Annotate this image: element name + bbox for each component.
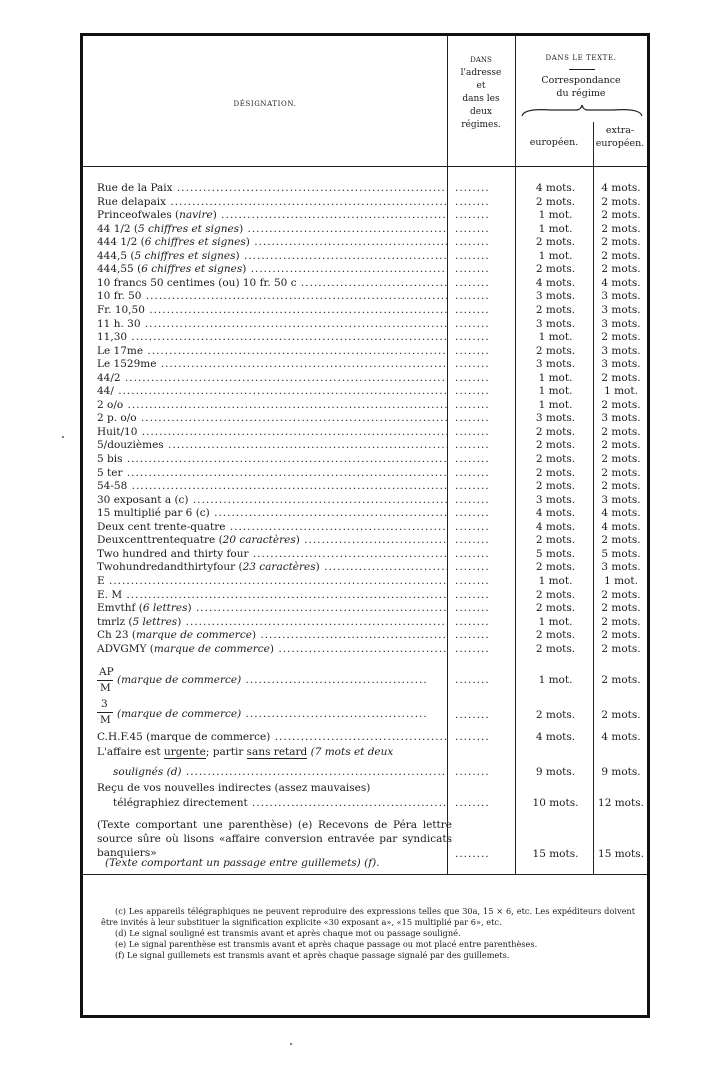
table-row: [83, 467, 647, 480]
table-row: [83, 223, 647, 236]
table-frame: [80, 33, 650, 1018]
designation-cell: 30 exposant a (c) .....: [97, 494, 447, 507]
table-row: [83, 534, 647, 547]
table-row: [83, 358, 647, 371]
designation-cell: Le 1529me .....: [97, 358, 447, 371]
address-cell: ........: [455, 615, 490, 628]
extra-europeen-cell: 2 mots.: [601, 602, 641, 615]
header-europeen: européen.: [529, 137, 579, 148]
europeen-cell: 2 mots.: [535, 588, 576, 601]
extra-europeen-cell: 2 mots.: [601, 629, 641, 642]
europeen-cell: 1 mot.: [538, 385, 573, 398]
header-rule: [83, 166, 647, 167]
extra-europeen-cell: 2 mots.: [601, 453, 641, 465]
extra-europeen-cell: 3 mots.: [601, 344, 641, 357]
table-row: [83, 616, 647, 629]
extra-europeen-cell: 3 mots.: [601, 290, 641, 303]
fraction-label: (marque de commerce) ..........................................: [117, 708, 428, 720]
address-cell: ........: [455, 642, 490, 655]
table-row: [83, 209, 647, 222]
header-correspondance: Correspondance du régime: [541, 75, 621, 99]
designation-cell: 54-58 .....: [97, 480, 447, 493]
designation-cell: 10 francs 50 centimes (ou) 10 fr. 50 c .....: [97, 277, 447, 290]
address-cell: ........: [455, 344, 490, 357]
table-row: [83, 561, 647, 574]
table-row: [83, 412, 647, 425]
europeen-cell: 4 mots.: [535, 507, 576, 520]
europeen-cell: 4 mots.: [535, 520, 576, 533]
address-cell: ........: [455, 303, 490, 316]
europeen-cell: 2 mots.: [535, 453, 576, 465]
extra-europeen-cell: 2 mots.: [601, 466, 641, 479]
extra-europeen-cell: 4 mots.: [601, 276, 641, 289]
header-address: DANS l'adresse et dans les deux régimes.: [460, 56, 502, 130]
europeen-cell: 2 mots.: [535, 534, 576, 547]
table-row: [83, 196, 647, 209]
address-cell: ........: [455, 520, 490, 533]
europeen-cell: 2 mots.: [535, 561, 576, 574]
extra-europeen-cell: 2 mots.: [601, 588, 641, 601]
europeen-cell: 2 mots.: [535, 236, 576, 249]
footnote-c: (c) Les appareils télégraphiques ne peuvent reproduire des expressions telles que 30a, 15 × 6, etc. Les expéditeurs doivent être invités à leur substituer la signification explicite «30 exposant a», «15 multiplié par 6», etc.: [101, 906, 635, 927]
address-cell: ........: [455, 493, 490, 506]
address-cell: ........: [455, 290, 490, 303]
address-cell: ........: [455, 358, 490, 371]
fraction-label: (marque de commerce) ..........................................: [117, 674, 428, 686]
extra-europeen-cell: 2 mots.: [601, 249, 641, 262]
address-cell: ........: [455, 371, 490, 384]
extra-europeen-cell: 3 mots.: [601, 358, 641, 371]
designation-cell: 15 multiplié par 6 (c) .....: [97, 507, 447, 520]
designation-cell: Princeofwales (navire) .....: [97, 209, 447, 222]
address-cell: ........: [455, 317, 490, 330]
table-row: [83, 439, 647, 452]
address-cell: ........: [455, 222, 490, 235]
designation-cell: 444 1/2 (6 chiffres et signes) .....: [97, 236, 447, 249]
print-speck: [62, 436, 64, 438]
table-row: [83, 480, 647, 493]
address-cell: ........: [455, 276, 490, 289]
table-row: [83, 521, 647, 534]
europeen-cell: 3 mots.: [535, 493, 576, 506]
address-cell: ........: [455, 398, 490, 411]
europeen-cell: 3 mots.: [535, 358, 576, 371]
pera-values: ........ 15 mots. 15 mots.: [455, 848, 644, 860]
designation-cell: ADVGMY (marque de commerce) .....: [97, 643, 447, 656]
urgent-line-1: L'affaire est urgente; partir sans retard (7 mots et deux: [97, 746, 394, 758]
header-designation: DÉSIGNATION.: [233, 100, 297, 108]
extra-europeen-cell: 2 mots.: [601, 615, 641, 628]
table-row: [83, 575, 647, 588]
address-cell: ........: [455, 561, 490, 574]
designation-cell: Huit/10 .....: [97, 426, 447, 439]
extra-europeen-cell: 2 mots.: [601, 534, 641, 547]
europeen-cell: 3 mots.: [535, 290, 576, 303]
extra-europeen-cell: 4 mots.: [601, 182, 641, 194]
table-row: [83, 277, 647, 290]
europeen-cell: 1 mot.: [538, 209, 573, 222]
extra-europeen-cell: 3 mots.: [601, 493, 641, 506]
designation-cell: 11 h. 30 .....: [97, 318, 447, 331]
europeen-cell: 3 mots.: [535, 317, 576, 330]
table-row: [83, 236, 647, 249]
europeen-cell: 2 mots.: [535, 263, 576, 276]
europeen-cell: 2 mots.: [535, 480, 576, 493]
fraction-numerator: 3: [101, 698, 108, 710]
table-row: [83, 602, 647, 615]
address-cell: ........: [455, 236, 490, 249]
europeen-cell: 1 mot.: [538, 249, 573, 262]
address-cell: ........: [455, 425, 490, 438]
address-cell: ........: [455, 602, 490, 615]
extra-europeen-cell: 2 mots.: [601, 209, 641, 222]
fraction-row-3-values: ........ 2 mots. 2 mots.: [455, 709, 641, 721]
extra-europeen-cell: 3 mots.: [601, 317, 641, 330]
designation-cell: 5 ter .....: [97, 467, 447, 480]
table-row: [83, 250, 647, 263]
recu-line-1: Reçu de vos nouvelles indirectes (assez mauvaises): [97, 782, 371, 794]
table-row: [83, 385, 647, 398]
extra-europeen-cell: 4 mots.: [601, 520, 641, 533]
address-cell: ........: [455, 480, 490, 493]
table-row: [83, 494, 647, 507]
designation-cell: 11,30 .....: [97, 331, 447, 344]
designation-cell: Fr. 10,50 .....: [97, 304, 447, 317]
table-row: [83, 426, 647, 439]
extra-europeen-cell: 5 mots.: [601, 547, 641, 560]
address-cell: ........: [455, 466, 490, 479]
recu-line-2: télégraphiez directement ..... ........ 10 mots. 12 mots.: [83, 797, 647, 810]
extra-europeen-cell: 2 mots.: [601, 263, 641, 276]
extra-europeen-cell: 2 mots.: [601, 371, 641, 384]
extra-europeen-cell: 2 mots.: [601, 222, 641, 235]
guillemets-line: (Texte comportant un passage entre guillemets) (f).: [105, 857, 380, 869]
table-row: [83, 372, 647, 385]
address-cell: ........: [455, 249, 490, 262]
europeen-cell: 2 mots.: [535, 642, 576, 655]
europeen-cell: 4 mots.: [535, 276, 576, 289]
europeen-cell: 2 mots.: [535, 466, 576, 479]
address-cell: ........: [455, 574, 490, 587]
header-brace: [521, 104, 643, 118]
address-cell: ........: [455, 629, 490, 642]
extra-europeen-cell: 3 mots.: [601, 561, 641, 574]
address-cell: ........: [455, 263, 490, 276]
address-cell: ........: [455, 195, 490, 208]
fraction-row-ap-values: ........ 1 mot. 2 mots.: [455, 674, 641, 686]
table-row: [83, 507, 647, 520]
header-short-rule: [569, 69, 595, 70]
europeen-cell: 4 mots.: [535, 182, 576, 194]
designation-cell: Ch 23 (marque de commerce) .....: [97, 629, 447, 642]
extra-europeen-cell: 2 mots.: [601, 331, 641, 344]
urgent-line-2: soulignés (d) ..... ........ 9 mots. 9 mots.: [83, 766, 647, 779]
table-row: [83, 548, 647, 561]
fraction-denominator: M: [100, 714, 111, 726]
table-row: [83, 304, 647, 317]
extra-europeen-cell: 2 mots.: [601, 480, 641, 493]
designation-cell: tmrlz (5 lettres) .....: [97, 616, 447, 629]
designation-cell: Rue delapaix .....: [97, 196, 447, 209]
designation-cell: 2 o/o .....: [97, 399, 447, 412]
table-row: [83, 182, 647, 195]
table-row: [83, 643, 647, 656]
table-row: [83, 399, 647, 412]
fraction-denominator: M: [100, 682, 111, 694]
designation-cell: E. M .....: [97, 589, 447, 602]
europeen-cell: 2 mots.: [535, 344, 576, 357]
table-row-chf: C.H.F.45 (marque de commerce) ..... ........ 4 mots. 4 mots.: [83, 731, 647, 744]
address-cell: ........: [455, 209, 490, 222]
europeen-cell: 2 mots.: [535, 303, 576, 316]
address-cell: ........: [455, 453, 490, 465]
extra-europeen-cell: 3 mots.: [601, 303, 641, 316]
address-cell: ........: [455, 507, 490, 520]
designation-cell: Two hundred and thirty four .....: [97, 548, 447, 561]
extra-europeen-cell: 1 mot.: [604, 385, 638, 398]
footnotes: [101, 906, 635, 961]
designation-cell: 5/douzièmes .....: [97, 439, 447, 452]
address-cell: ........: [455, 439, 490, 452]
designation-cell: 2 p. o/o .....: [97, 412, 447, 425]
extra-europeen-cell: 1 mot.: [604, 574, 638, 587]
europeen-cell: 2 mots.: [535, 195, 576, 208]
designation-cell: Deuxcenttrentequatre (20 caractères) .....: [97, 534, 447, 547]
europeen-cell: 5 mots.: [535, 547, 576, 560]
table-row: [83, 629, 647, 642]
notes-rule: [83, 874, 647, 875]
extra-europeen-cell: 4 mots.: [601, 507, 641, 520]
designation-cell: Emvthf (6 lettres) .....: [97, 602, 447, 615]
europeen-cell: 2 mots.: [535, 602, 576, 615]
header-text-title: DANS LE TEXTE.: [545, 54, 617, 62]
table-row: [83, 589, 647, 602]
fraction-numerator: AP: [99, 666, 114, 678]
table-row: [83, 331, 647, 344]
designation-cell: 44/ .....: [97, 385, 447, 398]
footnote-d: (d) Le signal souligné est transmis avant et après chaque mot ou passage souligné.: [115, 928, 461, 938]
footnote-f: (f) Le signal guillemets est transmis avant et après chaque passage signalé par des guillemets.: [115, 950, 510, 960]
europeen-cell: 2 mots.: [535, 439, 576, 452]
table-row: [83, 318, 647, 331]
designation-cell: 444,5 (5 chiffres et signes) .....: [97, 250, 447, 263]
designation-cell: 5 bis .....: [97, 453, 447, 466]
extra-europeen-cell: 2 mots.: [601, 398, 641, 411]
europeen-cell: 1 mot.: [538, 615, 573, 628]
europeen-cell: 1 mot.: [538, 574, 573, 587]
print-speck: [290, 1043, 292, 1045]
designation-cell: Le 17me .....: [97, 345, 447, 358]
table-row: [83, 290, 647, 303]
extra-europeen-cell: 2 mots.: [601, 642, 641, 655]
designation-cell: 44/2 .....: [97, 372, 447, 385]
table-row: [83, 263, 647, 276]
europeen-cell: 3 mots.: [535, 412, 576, 425]
designation-cell: 44 1/2 (5 chiffres et signes) .....: [97, 223, 447, 236]
europeen-cell: 1 mot.: [538, 371, 573, 384]
europeen-cell: 2 mots.: [535, 425, 576, 438]
address-cell: ........: [455, 412, 490, 425]
address-cell: ........: [455, 588, 490, 601]
europeen-cell: 1 mot.: [538, 331, 573, 344]
extra-europeen-cell: 2 mots.: [601, 425, 641, 438]
designation-cell: Rue de la Paix .....: [97, 182, 447, 195]
address-cell: ........: [455, 547, 490, 560]
header-extra: extra- européen.: [595, 125, 645, 149]
address-cell: ........: [455, 534, 490, 547]
address-cell: ........: [455, 182, 490, 194]
extra-europeen-cell: 2 mots.: [601, 195, 641, 208]
extra-europeen-cell: 2 mots.: [601, 236, 641, 249]
designation-cell: Deux cent trente-quatre .....: [97, 521, 447, 534]
designation-cell: 10 fr. 50 .....: [97, 290, 447, 303]
footnote-e: (e) Le signal parenthèse est transmis avant et après chaque passage ou mot placé entre parenthèses.: [115, 939, 538, 949]
address-cell: ........: [455, 331, 490, 344]
designation-cell: Twohundredandthirtyfour (23 caractères) .....: [97, 561, 447, 574]
europeen-cell: 2 mots.: [535, 629, 576, 642]
address-cell: ........: [455, 385, 490, 398]
europeen-cell: 1 mot.: [538, 398, 573, 411]
table-row: [83, 345, 647, 358]
extra-europeen-cell: 3 mots.: [601, 412, 641, 425]
designation-cell: E .....: [97, 575, 447, 588]
pera-paragraph: (Texte comportant une parenthèse) (e) Recevons de Péra lettre source sûre où lisons «affaire conversion entravée par syndicats banquiers»: [97, 819, 452, 859]
europeen-cell: 1 mot.: [538, 222, 573, 235]
extra-europeen-cell: 2 mots.: [601, 439, 641, 452]
designation-cell: 444,55 (6 chiffres et signes) .....: [97, 263, 447, 276]
table-row: [83, 453, 647, 466]
